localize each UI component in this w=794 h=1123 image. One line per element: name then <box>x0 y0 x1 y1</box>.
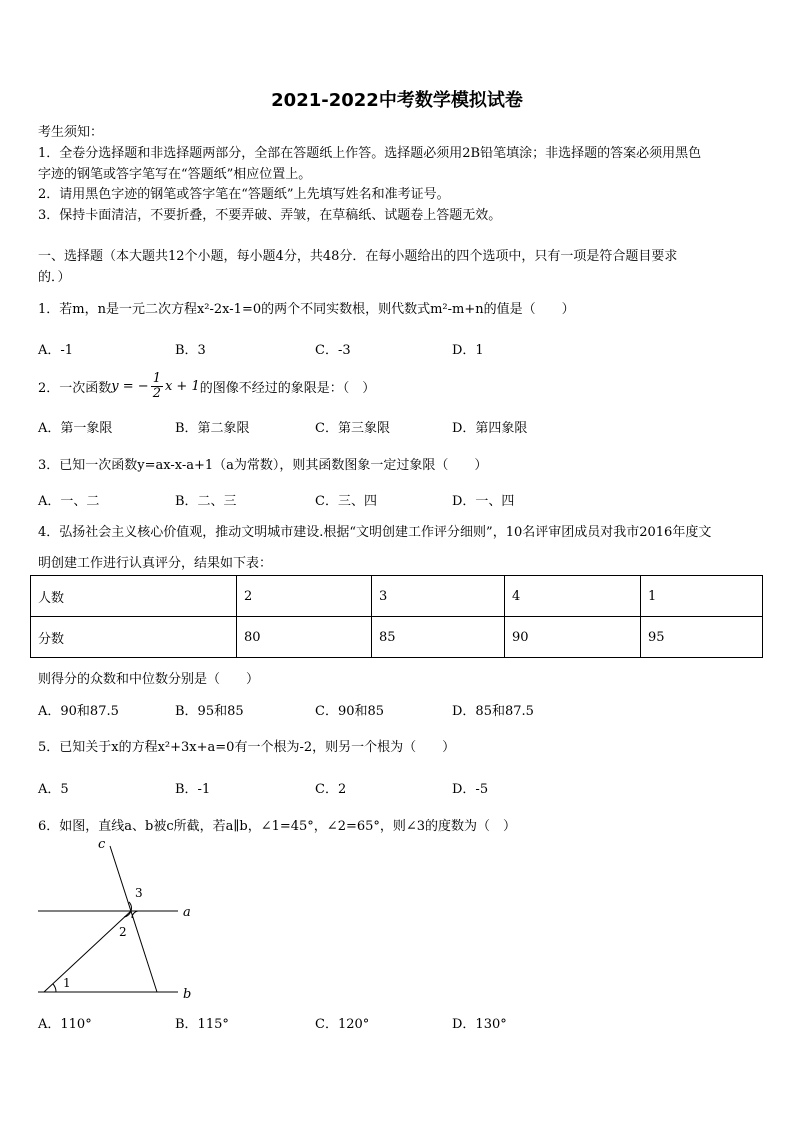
notice-heading: 考生须知： <box>38 125 104 140</box>
question-2-option-a[interactable]: A．第一象限 <box>38 421 113 436</box>
table-cell: 80 <box>237 617 372 658</box>
table-row <box>31 576 763 617</box>
label-b: b <box>183 987 192 1002</box>
question-2-formula-lhs: y = − <box>111 379 149 394</box>
table-cell: 1 <box>641 576 763 617</box>
label-angle-3: 3 <box>135 886 143 900</box>
question-6-option-b[interactable]: B．115° <box>175 1017 229 1032</box>
notice-line-4: 3．保持卡面清洁，不要折叠，不要弄破、弄皱，在草稿纸、试题卷上答题无效。 <box>38 208 502 223</box>
question-1-stem: 1．若m，n是一元二次方程x²-2x-1=0的两个不同实数根，则代数式m²-m+n的值是（ ） <box>38 302 575 317</box>
question-2-stem-prefix: 2．一次函数 <box>38 381 112 396</box>
question-5-option-d[interactable]: D．-5 <box>452 782 489 797</box>
table-cell: 3 <box>372 576 505 617</box>
question-6-option-c[interactable]: C．120° <box>315 1017 370 1032</box>
line-c <box>110 846 157 992</box>
question-6-option-d[interactable]: D．130° <box>452 1017 507 1032</box>
question-6-stem: 6．如图，直线a、b被c所截，若a∥b，∠1=45°，∠2=65°，则∠3的度数为（ ） <box>38 819 517 834</box>
label-c: c <box>98 837 106 852</box>
question-6-option-a[interactable]: A．110° <box>38 1017 92 1032</box>
question-3-stem: 3．已知一次函数y=ax-x-a+1（a为常数），则其函数图象一定过象限（ ） <box>38 458 488 473</box>
question-1-option-d[interactable]: D．1 <box>452 343 484 358</box>
question-2-option-b[interactable]: B．第二象限 <box>175 421 250 436</box>
question-4-after-text: 则得分的众数和中位数分别是（ ） <box>38 672 260 687</box>
table-cell: 4 <box>505 576 641 617</box>
question-2-fraction <box>151 372 163 401</box>
label-angle-2: 2 <box>119 925 127 939</box>
question-2-option-c[interactable]: C．第三象限 <box>315 421 390 436</box>
question-5-option-a[interactable]: A．5 <box>38 782 69 797</box>
question-5-stem: 5．已知关于x的方程x²+3x+a=0有一个根为-2，则另一个根为（ ） <box>38 740 456 755</box>
question-4-stem-line-1: 4．弘扬社会主义核心价值观，推动文明城市建设.根据“文明创建工作评分细则”，10名评审团成员对我市2016年度文 <box>38 525 712 540</box>
question-4-option-d[interactable]: D．85和87.5 <box>452 704 534 719</box>
question-5-option-b[interactable]: B．-1 <box>175 782 211 797</box>
section-heading-line-1: 一、选择题（本大题共12个小题，每小题4分，共48分．在每小题给出的四个选项中，只有一项是符合题目要求 <box>38 249 678 264</box>
question-4-option-b[interactable]: B．95和85 <box>175 704 244 719</box>
geometry-figure <box>0 830 220 1010</box>
table-cell: 分数 <box>31 617 237 658</box>
label-a: a <box>183 905 191 920</box>
question-1-option-c[interactable]: C．-3 <box>315 343 351 358</box>
notice-line-2: 字迹的钢笔或答字笔写在“答题纸”相应位置上。 <box>38 167 312 182</box>
question-2-option-d[interactable]: D．第四象限 <box>452 421 528 436</box>
fraction-denominator: 2 <box>152 386 161 401</box>
table-cell: 人数 <box>31 576 237 617</box>
line-segment <box>44 911 131 992</box>
notice-line-3: 2．请用黑色字迹的钢笔或答字笔在“答题纸”上先填写姓名和准考证号。 <box>38 187 450 202</box>
score-table <box>30 575 763 658</box>
question-1-option-a[interactable]: A．-1 <box>38 343 74 358</box>
question-1-option-b[interactable]: B．3 <box>175 343 206 358</box>
question-3-option-a[interactable]: A．一、二 <box>38 494 100 509</box>
question-2-stem <box>38 372 375 401</box>
question-5-option-c[interactable]: C．2 <box>315 782 347 797</box>
label-angle-1: 1 <box>63 976 71 990</box>
question-3-option-b[interactable]: B．二、三 <box>175 494 237 509</box>
notice-line-1: 1．全卷分选择题和非选择题两部分，全部在答题纸上作答。选择题必须用2B铅笔填涂；非选择题的答案必须用黑色 <box>38 146 702 161</box>
table-row <box>31 617 763 658</box>
page-title: 2021-2022中考数学模拟试卷 <box>271 90 523 111</box>
table-cell: 90 <box>505 617 641 658</box>
table-cell: 85 <box>372 617 505 658</box>
question-3-option-c[interactable]: C．三、四 <box>315 494 377 509</box>
section-heading-line-2: 的．） <box>38 270 71 285</box>
table-cell: 2 <box>237 576 372 617</box>
question-3-option-d[interactable]: D．一、四 <box>452 494 515 509</box>
question-4-option-c[interactable]: C．90和85 <box>315 704 385 719</box>
fraction-numerator: 1 <box>152 371 161 386</box>
question-4-stem-line-2: 明创建工作进行认真评分，结果如下表： <box>38 556 273 571</box>
question-2-formula-rhs: x + 1 <box>164 379 200 394</box>
question-2-stem-suffix: 的图像不经过的象限是：（ ） <box>199 381 376 396</box>
angle-1-arc <box>53 984 56 992</box>
table-cell: 95 <box>641 617 763 658</box>
question-4-option-a[interactable]: A．90和87.5 <box>38 704 119 719</box>
